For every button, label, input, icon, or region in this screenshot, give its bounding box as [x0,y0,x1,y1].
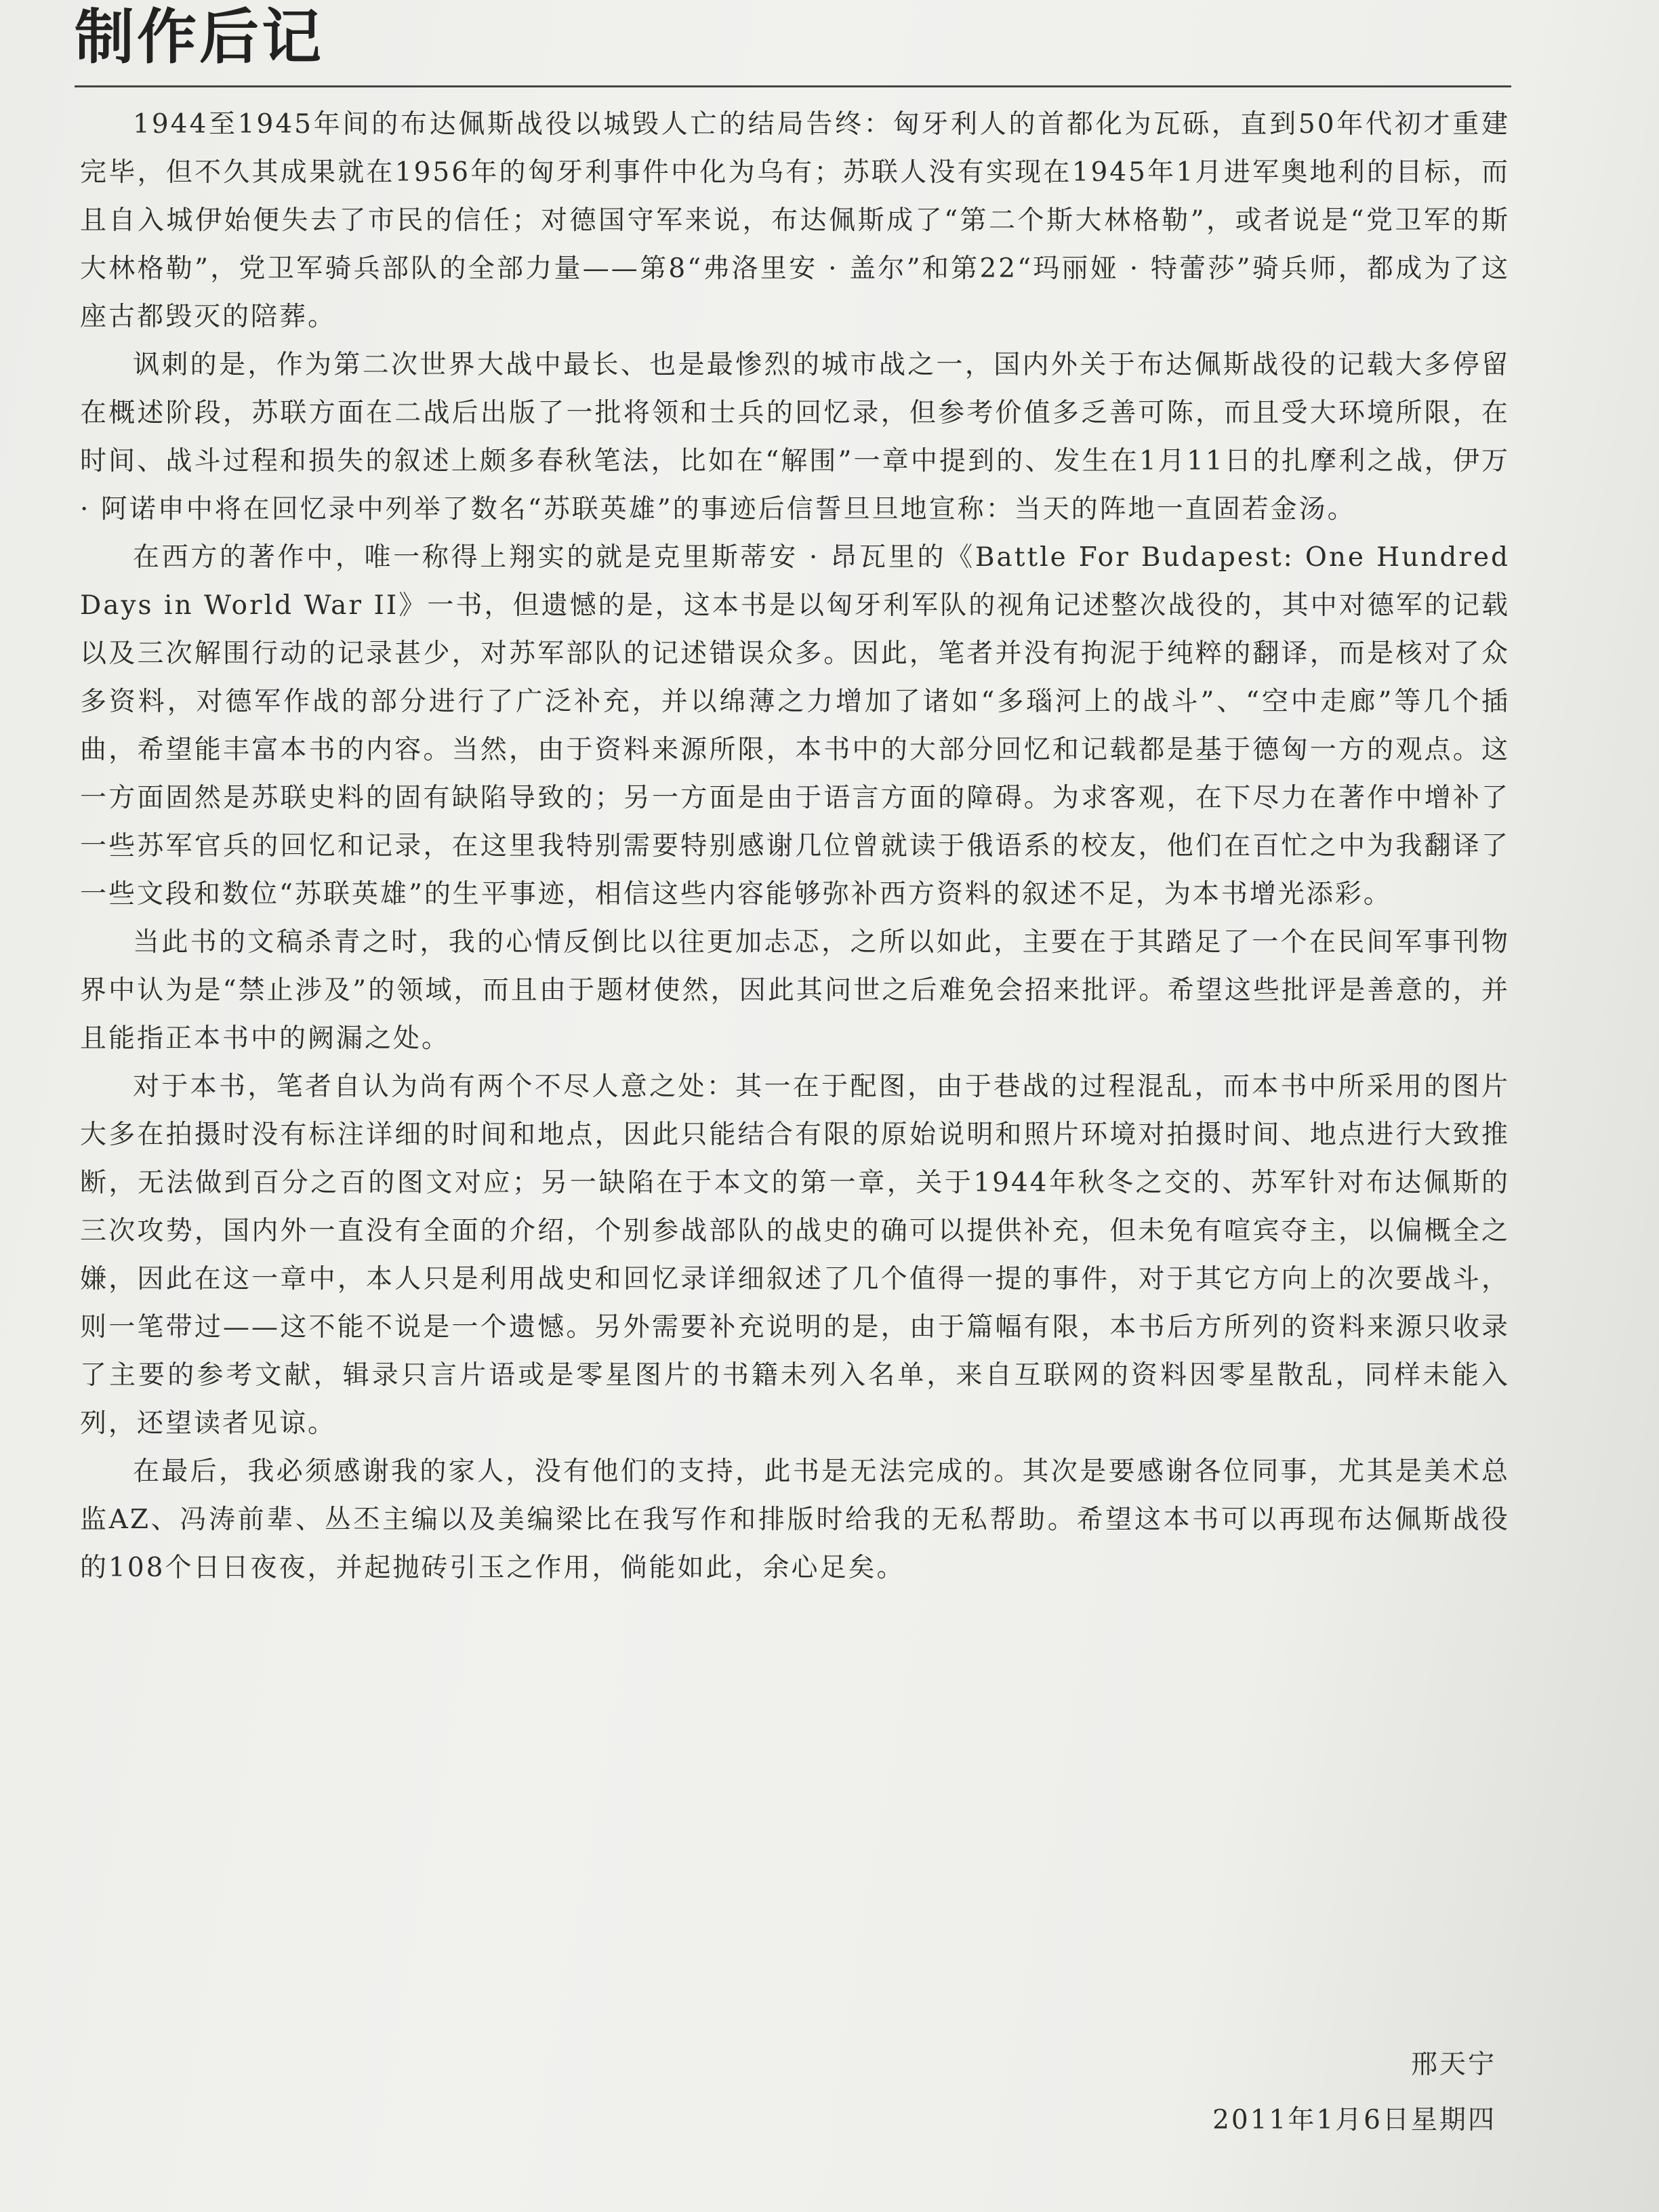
paragraph-5: 对于本书，笔者自认为尚有两个不尽人意之处：其一在于配图，由于巷战的过程混乱，而本书中所采用的图片大多在拍摄时没有标注详细的时间和地点，因此只能结合有限的原始说明和照片环境对拍摄时间、地点进行大致推断，无法做到百分之百的图文对应；另一缺陷在于本文的第一章，关于1944年秋冬之交的、苏军针对布达佩斯的三次攻势，国内外一直没有全面的介绍，个别参战部队的战史的确可以提供补充，但未免有喧宾夺主，以偏概全之嫌，因此在这一章中，本人只是利用战史和回忆录详细叙述了几个值得一提的事件，对于其它方向上的次要战斗，则一笔带过——这不能不说是一个遗憾。另外需要补充说明的是，由于篇幅有限，本书后方所列的资料来源只收录了主要的参考文献，辑录只言片语或是零星图片的书籍未列入名单，来自互联网的资料因零星散乱，同样未能入列，还望读者见谅。 [80,1071,1510,1439]
paragraph-1: 1944至1945年间的布达佩斯战役以城毁人亡的结局告终：匈牙利人的首都化为瓦砾，直到50年代初才重建完毕，但不久其成果就在1956年的匈牙利事件中化为乌有；苏联人没有实现在1945年1月进军奥地利的目标，而且自入城伊始便失去了市民的信任；对德国守军来说，布达佩斯成了“第二个斯大林格勒”，或者说是“党卫军的斯大林格勒”，党卫军骑兵部队的全部力量——第8“弗洛里安 · 盖尔”和第22“玛丽娅 · 特蕾莎”骑兵师，都成为了这座古都毁灭的陪葬。 [80,109,1510,332]
paragraph-2: 讽刺的是，作为第二次世界大战中最长、也是最惨烈的城市战之一，国内外关于布达佩斯战役的记载大多停留在概述阶段，苏联方面在二战后出版了一批将领和士兵的回忆录，但参考价值多乏善可陈，而且受大环境所限，在时间、战斗过程和损失的叙述上颇多春秋笔法，比如在“解围”一章中提到的、发生在1月11日的扎摩利之战，伊万 · 阿诺申中将在回忆录中列举了数名“苏联英雄”的事迹后信誓旦旦地宣称：当天的阵地一直固若金汤。 [80,350,1510,525]
title-divider [75,85,1511,87]
paragraph-6: 在最后，我必须感谢我的家人，没有他们的支持，此书是无法完成的。其次是要感谢各位同事，尤其是美术总监AZ、冯涛前辈、丛丕主编以及美编梁比在我写作和排版时给我的无私帮助。希望这本书可以再现布达佩斯战役的108个日日夜夜，并起抛砖引玉之作用，倘能如此，余心足矣。 [80,1456,1510,1583]
paragraph-4: 当此书的文稿杀青之时，我的心情反倒比以往更加忐忑，之所以如此，主要在于其踏足了一个在民间军事刊物界中认为是“禁止涉及”的领域，而且由于题材使然，因此其问世之后难免会招来批评。希望这些批评是善意的，并且能指正本书中的阙漏之处。 [80,927,1510,1054]
page-title: 制作后记 [75,2,325,72]
paragraph-3: 在西方的著作中，唯一称得上翔实的就是克里斯蒂安 · 昂瓦里的《Battle For Budapest: One Hundred Days in World War II》一书，但遗憾的是，这本书是以匈牙利军队的视角记述整次战役的，其中对德军的记载以及三次解围行动的记录甚少，对苏军部队的记述错误众多。因此，笔者并没有拘泥于纯粹的翻译，而是核对了众多资料，对德军作战的部分进行了广泛补充，并以绵薄之力增加了诸如“多瑙河上的战斗”、“空中走廊”等几个插曲，希望能丰富本书的内容。当然，由于资料来源所限，本书中的大部分回忆和记载都是基于德匈一方的观点。这一方面固然是苏联史料的固有缺陷导致的；另一方面是由于语言方面的障碍。为求客观，在下尽力在著作中增补了一些苏军官兵的回忆和记录，在这里我特别需要特别感谢几位曾就读于俄语系的校友，他们在百忙之中为我翻译了一些文段和数位“苏联英雄”的生平事迹，相信这些内容能够弥补西方资料的叙述不足，为本书增光添彩。 [80,542,1510,909]
author-name: 邢天宁 [1410,2049,1496,2080]
body-text [80,100,1510,1592]
signature-date: 2011年1月6日星期四 [1212,2105,1496,2135]
